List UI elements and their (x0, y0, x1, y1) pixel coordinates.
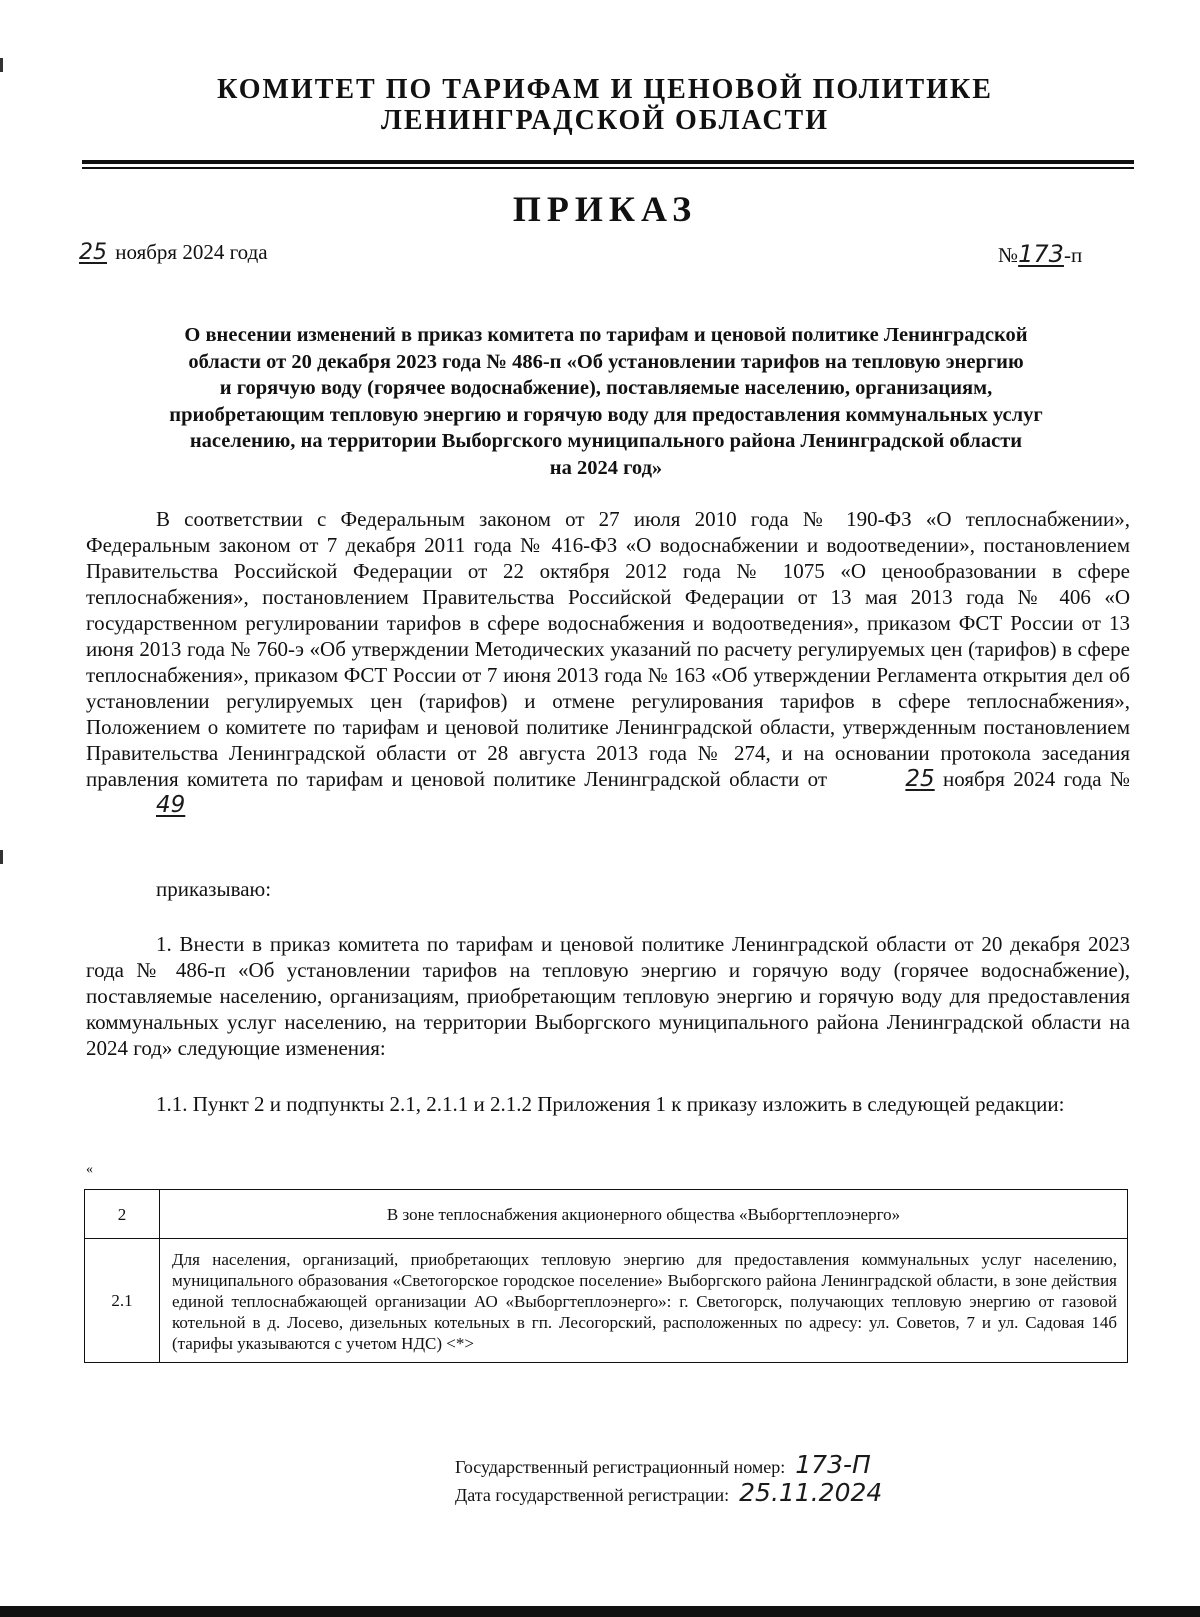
subject-line: приобретающим тепловую энергию и горячую воду для предоставления коммунальных услуг (169, 403, 1043, 426)
header-rule-thick (82, 160, 1134, 164)
preamble-text: В соответствии с Федеральным законом от 27 июля 2010 года № 190-ФЗ «О теплоснабжении», Федеральным законом от 7 декабря 2011 года № 416-ФЗ «О водоснабжении и водоотведении», постановлением Правительства Российской Федерации от 22 октября 2012 года № 1075 «О ценообразовании в сфере теплоснабжения», постановлением Правительства Российской Федерации от 13 мая 2013 года № 406 «О государственном регулировании тарифов в сфере водоснабжения и водоотведения», приказом ФСТ России от 13 июня 2013 года № 760-э «Об утверждении Методических указаний по расчету регулируемых цен (тарифов) в сфере теплоснабжения», приказом ФСТ России от 7 июня 2013 года № 163 «Об утверждении Регламента открытия дел об установлении регулируемых цен (тарифов) и отмене регулирования тарифов в сфере теплоснабжения», Положением о комитете по тарифам и ценовой политике Ленинградской области, утвержденным постановлением Правительства Ленинградской области от 28 августа 2013 года № 274, и на основании протокола заседания правления комитета по тарифам и ценовой политике Ленинградской области от (86, 507, 1130, 791)
document-subject (88, 322, 1124, 481)
registration-date-label: Дата государственной регистрации: (455, 1485, 730, 1505)
row-number: 2 (85, 1190, 160, 1239)
number-suffix: -п (1064, 243, 1083, 267)
table-row (85, 1239, 1128, 1363)
item-1-1-paragraph: 1.1. Пункт 2 и подпункты 2.1, 2.1.1 и 2.1.2 Приложения 1 к приказу изложить в следующей редакции: (156, 1092, 1065, 1116)
handwritten-registration-number: 173-П (795, 1450, 871, 1479)
subject-line: области от 20 декабря 2023 года № 486-п «Об установлении тарифов на тепловую энергию (188, 350, 1024, 373)
order-date-text: ноября 2024 года (110, 240, 268, 264)
handwritten-protocol-number: 49 (156, 792, 186, 818)
handwritten-protocol-day: 25 (905, 766, 935, 792)
order-number (998, 240, 1082, 268)
organization-line-2: ЛЕНИНГРАДСКОЙ ОБЛАСТИ (380, 105, 830, 136)
subject-line: населению, на территории Выборгского муниципального района Ленинградской области (189, 430, 1023, 452)
preamble-mid-text: ноября 2024 года № (934, 767, 1130, 791)
row-number: 2.1 (85, 1239, 160, 1363)
organization-line-1: КОМИТЕТ ПО ТАРИФАМ И ЦЕНОВОЙ ПОЛИТИКЕ (217, 74, 993, 105)
registration-block (455, 1452, 882, 1508)
table-row (85, 1190, 1128, 1239)
scan-mark (0, 58, 3, 72)
handwritten-day: 25 (79, 240, 107, 265)
order-word: приказываю: (156, 877, 272, 901)
subject-line: и горячую воду (горячее водоснабжение), поставляемые населению, организациям, (219, 377, 993, 399)
subject-line: О внесении изменений в приказ комитета по тарифам и ценовой политике Ленинградской (184, 324, 1028, 346)
registration-number-label: Государственный регистрационный номер: (455, 1457, 786, 1477)
row-text: В зоне теплоснабжения акционерного общества «Выборгтеплоэнерго» (160, 1190, 1128, 1239)
item-1-paragraph: 1. Внести в приказ комитета по тарифам и ценовой политике Ленинградской области от 20 декабря 2023 года № 486-п «Об установлении тарифов на тепловую энергию и горячую воду (горячее водоснабжение), поставляемые населению, организациям, приобретающим тепловую энергию и горячую воду для предоставления коммунальных услуг населению, на территории Выборгского муниципального района Ленинградской области на 2024 год» следующие изменения: (86, 932, 1130, 1060)
row-text: Для населения, организаций, приобретающих тепловую энергию для предоставления коммунальных услуг населению, муниципального образования «Светогорское городское поселение» Выборгского района Ленинградской области, в зоне действия единой теплоснабжающей организации АО «Выборгтеплоэнерго»: г. Светогорск, получающих тепловую энергию от газовой котельной в д. Лосево, дизельных котельных в гп. Лесогорский, расположенных по адресу: ул. Советов, 7 и ул. Садовая 14б (тарифы указываются с учетом НДС) <*> (160, 1239, 1128, 1363)
organization-header (80, 74, 1130, 136)
order-date (76, 240, 268, 265)
header-rule-thin (82, 167, 1134, 169)
subject-line: на 2024 год» (549, 456, 663, 479)
handwritten-registration-date: 25.11.2024 (739, 1478, 883, 1507)
document-title: ПРИКАЗ (512, 189, 698, 229)
registration-number-line (455, 1452, 882, 1480)
tariff-zone-table (84, 1189, 1128, 1363)
handwritten-order-number: 173 (1018, 240, 1064, 268)
scan-mark (0, 850, 3, 864)
quote-open-mark: « (86, 1162, 93, 1177)
number-sign: № (998, 243, 1019, 267)
preamble-paragraph (86, 506, 1130, 818)
scan-bottom-edge (0, 1606, 1200, 1617)
registration-date-line (455, 1480, 882, 1508)
